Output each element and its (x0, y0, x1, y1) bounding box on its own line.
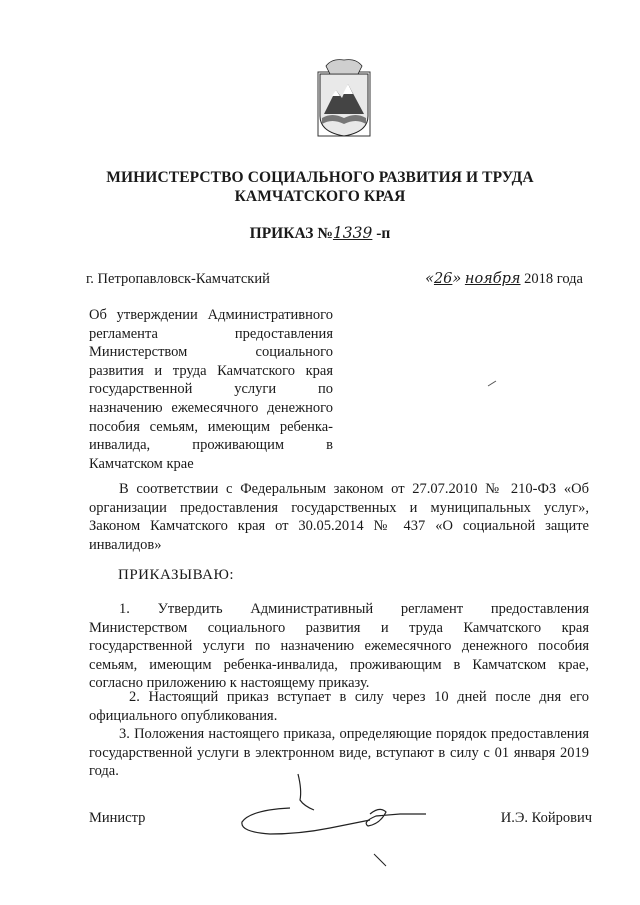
preamble: В соответствии с Федеральным законом от 27.07.2010 № 210-ФЗ «Об организации предоставления государственных и муниципальных услуг», Законом Камчатского края от 30.05.2014 № 437 «О социальной защите инвалидов» (89, 481, 589, 553)
command-heading: ПРИКАЗЫВАЮ: (118, 567, 235, 583)
date-year: 2018 года (524, 271, 583, 287)
subject-line: Камчатском крае (89, 455, 194, 472)
subject-line: государственной услуги по (89, 381, 333, 398)
ministry-name-line2: КАМЧАТСКОГО КРАЯ (234, 188, 406, 205)
subject-line: регламента предоставления (89, 325, 333, 342)
subject-line: Министерством социального (89, 344, 333, 361)
order-number: 1339 (332, 224, 373, 242)
ministry-name-line1: МИНИСТЕРСТВО СОЦИАЛЬНОГО РАЗВИТИЯ И ТРУДА (106, 169, 534, 186)
order-item-2: 2. Настоящий приказ вступает в силу через 10 дней после дня его официального опубликования. (89, 689, 589, 724)
order-title (60, 224, 580, 243)
date-day: 26 (433, 271, 453, 287)
order-date (425, 271, 583, 288)
handwritten-signature (230, 770, 430, 870)
subject-line: развития и труда Камчатского края (89, 362, 333, 379)
subject-line: пособия семьям, имеющим ребенка- (89, 418, 333, 435)
order-title-prefix: ПРИКАЗ № (249, 225, 333, 242)
subject-line: инвалида, проживающим в (89, 437, 333, 454)
order-subject (89, 306, 333, 473)
signer-position: Министр (89, 810, 146, 826)
date-close-quote: » (452, 271, 462, 287)
stray-mark (486, 378, 506, 388)
order-item-3: 3. Положения настоящего приказа, определяющие порядок предоставления государственной услуги в электронном виде, вступают в силу с 01 января 2019 года. (89, 726, 589, 780)
place: г. Петропавловск-Камчатский (86, 271, 270, 287)
date-open-quote: « (425, 271, 434, 287)
signer-name: И.Э. Койрович (500, 810, 592, 826)
order-suffix: -п (376, 225, 391, 242)
subject-line: назначению ежемесячного денежного (89, 399, 333, 416)
coat-of-arms-emblem (312, 56, 376, 138)
subject-line: Об утверждении Административного (89, 307, 333, 323)
date-month: ноября (464, 271, 521, 287)
order-item-1: 1. Утвердить Административный регламент предоставления Министерством социального развития и труда Камчатского края государственной услуги по назначению ежемесячного денежного пособия семьям, имеющим ребенка-инвалида, проживающим в Камчатском крае, согласно приложению к настоящему приказу. (89, 601, 589, 692)
